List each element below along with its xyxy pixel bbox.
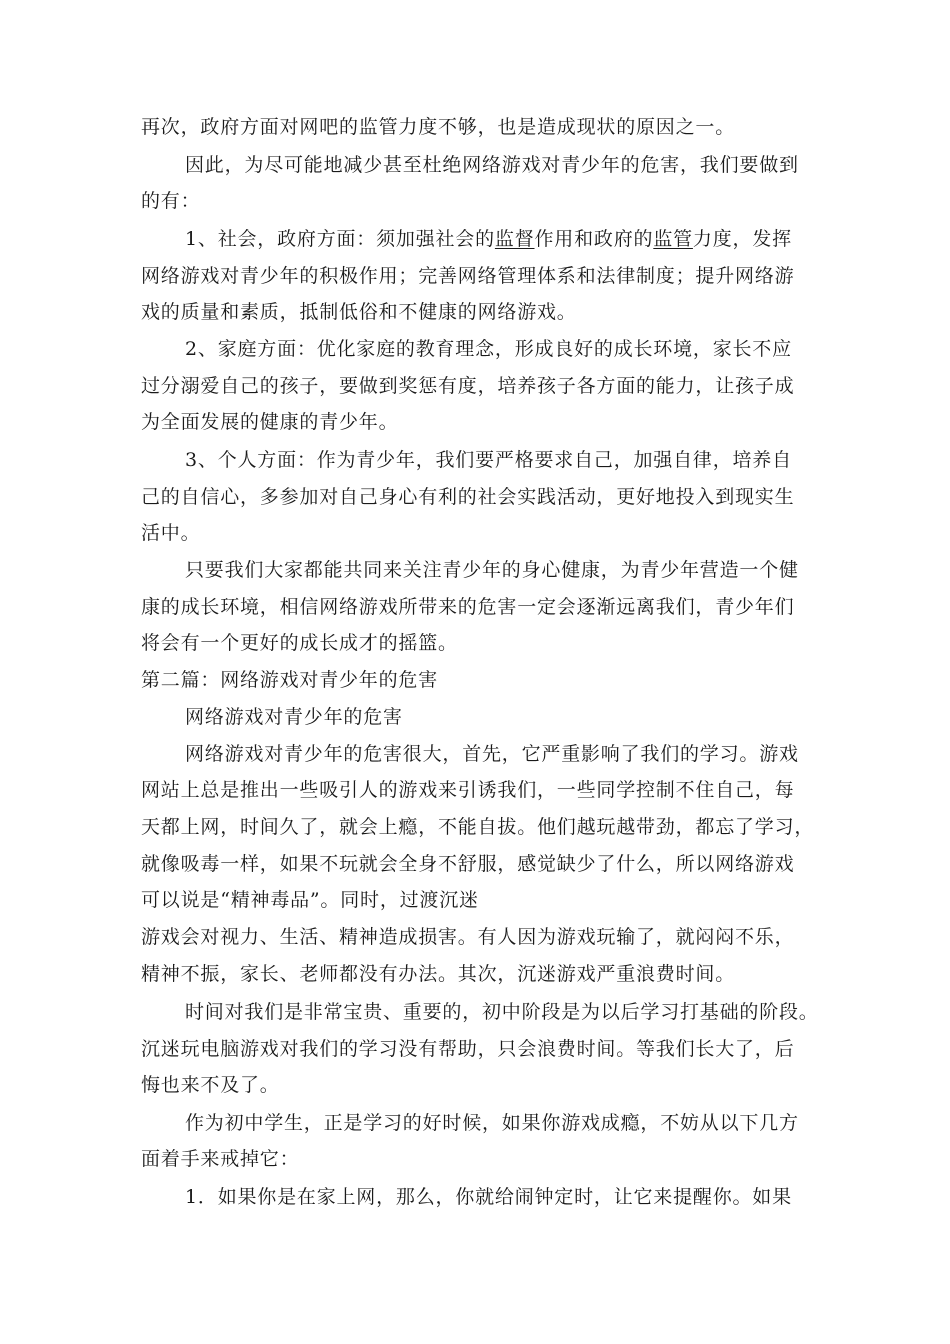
paragraph-line: 康的成长环境，相信网络游戏所带来的危害一定会逐渐远离我们，青少年们 [141, 596, 795, 618]
paragraph-line: 活中。 [141, 522, 201, 544]
paragraph-line: 网站上总是推出一些吸引人的游戏来引诱我们，一些同学控制不住自己，每 [141, 779, 795, 801]
paragraph-line: 时间对我们是非常宝贵、重要的，初中阶段是为以后学习打基础的阶段。 [185, 1001, 819, 1023]
paragraph-line: 过分溺爱自己的孩子，要做到奖惩有度，培养孩子各方面的能力，让孩子成 [141, 375, 795, 397]
text-segment: 力度，发挥 [692, 228, 792, 250]
underlined-term-regulation: 监管 [653, 228, 693, 250]
paragraph-line: 悔也来不及了。 [141, 1074, 280, 1096]
underlined-term-supervision: 监督 [494, 228, 535, 250]
paragraph-line: 面着手来戒掉它： [141, 1148, 300, 1170]
paragraph-line: 2、家庭方面：优化家庭的教育理念，形成良好的成长环境，家长不应 [185, 338, 792, 360]
paragraph-line: 作为初中学生，正是学习的好时候，如果你游戏成瘾，不妨从以下几方 [185, 1112, 799, 1134]
paragraph-line: 3、个人方面：作为青少年，我们要严格要求自己，加强自律，培养自 [185, 449, 792, 471]
paragraph-line: 天都上网，时间久了，就会上瘾，不能自拔。他们越玩越带劲，都忘了学习， [141, 816, 815, 838]
paragraph-line: 游戏会对视力、生活、精神造成损害。有人因为游戏玩输了，就闷闷不乐， [141, 926, 795, 948]
article-title: 网络游戏对青少年的危害 [185, 706, 403, 728]
paragraph-line [185, 222, 885, 256]
paragraph-line: 只要我们大家都能共同来关注青少年的身心健康，为青少年营造一个健 [185, 559, 799, 581]
paragraph-line: 己的自信心，多参加对自己身心有利的社会实践活动，更好地投入到现实生 [141, 486, 795, 508]
paragraph-line: 沉迷玩电脑游戏对我们的学习没有帮助，只会浪费时间。等我们长大了，后 [141, 1038, 795, 1060]
text-segment: 作用和政府的 [534, 228, 654, 250]
paragraph-line: 网络游戏对青少年的积极作用；完善网络管理体系和法律制度；提升网络游 [141, 265, 795, 287]
paragraph-line: 精神不振，家长、老师都没有办法。其次，沉迷游戏严重浪费时间。 [141, 963, 736, 985]
paragraph-line: 戏的质量和素质，抵制低俗和不健康的网络游戏。 [141, 301, 577, 323]
text-segment: 1、社会，政府方面：须加强社会的 [185, 228, 495, 250]
paragraph-line: 将会有一个更好的成长成才的摇篮。 [141, 632, 458, 654]
paragraph-line: 1．如果你是在家上网，那么，你就给闹钟定时，让它来提醒你。如果 [185, 1186, 792, 1208]
paragraph-line: 就像吸毒一样，如果不玩就会全身不舒服，感觉缺少了什么，所以网络游戏 [141, 853, 795, 875]
paragraph-line: 为全面发展的健康的青少年。 [141, 411, 399, 433]
paragraph-line: 因此，为尽可能地减少甚至杜绝网络游戏对青少年的危害，我们要做到 [185, 154, 799, 176]
paragraph-line: 再次，政府方面对网吧的监管力度不够，也是造成现状的原因之一。 [141, 116, 736, 138]
paragraph-line: 的有： [141, 190, 201, 212]
paragraph-line: 可以说是“精神毒品”。同时，过渡沉迷 [141, 889, 479, 911]
section-heading: 第二篇：网络游戏对青少年的危害 [141, 669, 439, 691]
paragraph-line: 网络游戏对青少年的危害很大，首先，它严重影响了我们的学习。游戏 [185, 743, 799, 765]
